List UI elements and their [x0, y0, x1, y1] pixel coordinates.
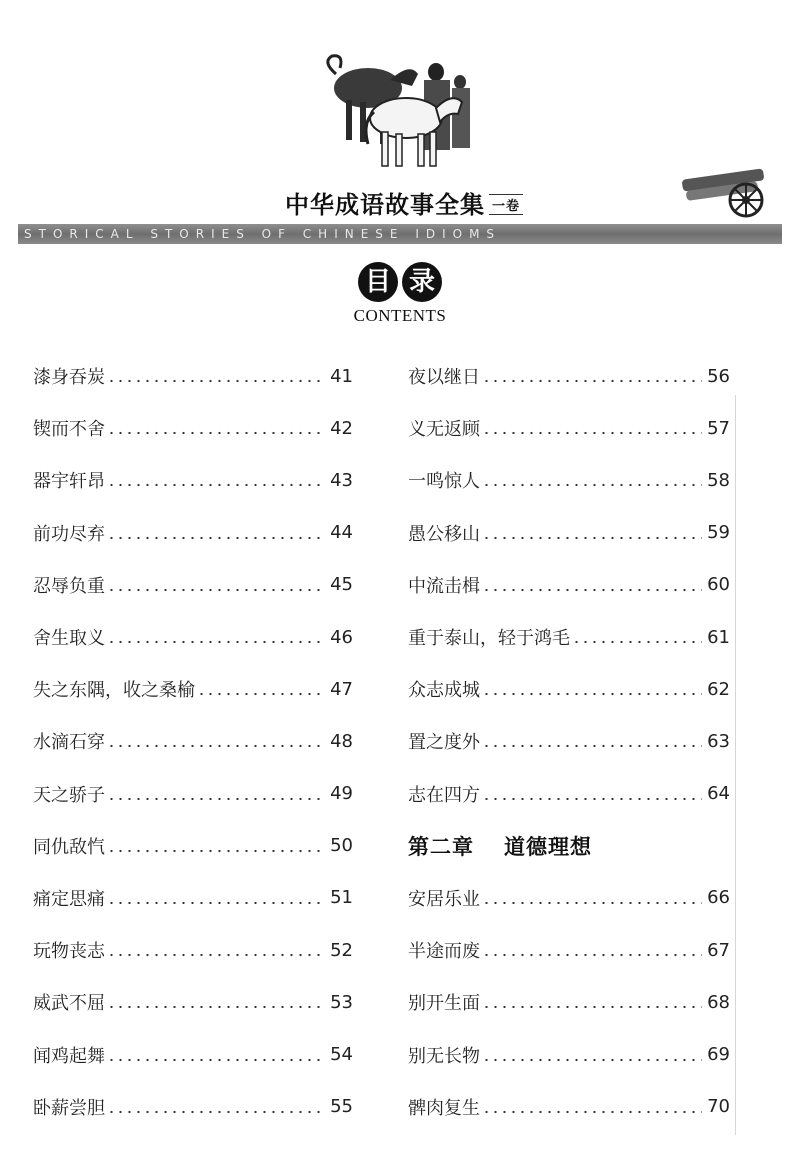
entry-title: 天之骄子 — [33, 784, 105, 806]
entry-page: 56 — [707, 365, 730, 387]
toc-entry[interactable] — [408, 1081, 730, 1133]
toc-entry[interactable] — [408, 924, 730, 976]
entry-page: 51 — [330, 887, 353, 909]
dot-leader — [482, 785, 702, 803]
entry-title: 志在四方 — [408, 784, 480, 806]
dot-leader — [107, 628, 325, 646]
toc-heading — [340, 262, 460, 326]
toc-heading-char-1: 目 — [358, 262, 398, 302]
toc-entry[interactable] — [408, 768, 730, 820]
entry-title: 失之东隅，收之桑榆 — [33, 680, 195, 702]
entry-page: 57 — [707, 417, 730, 439]
dot-leader — [572, 628, 702, 646]
entry-title: 一鸣惊人 — [408, 471, 480, 493]
toc-entry[interactable] — [408, 872, 730, 924]
dot-leader — [482, 367, 702, 385]
entry-title: 夜以继日 — [408, 367, 480, 389]
dot-leader — [482, 941, 702, 959]
toc-entry[interactable] — [33, 507, 353, 559]
contents-label: CONTENTS — [353, 306, 447, 325]
entry-title: 威武不屈 — [33, 993, 105, 1015]
entry-title: 髀肉复生 — [408, 1097, 480, 1119]
dot-leader — [482, 889, 702, 907]
entry-page: 41 — [330, 365, 353, 387]
page-edge-rule — [735, 395, 736, 1135]
entry-page: 46 — [330, 626, 353, 648]
entry-title: 半途而废 — [408, 941, 480, 963]
entry-page: 61 — [707, 626, 730, 648]
entry-page: 50 — [330, 835, 353, 857]
entry-page: 63 — [707, 730, 730, 752]
entry-page: 67 — [707, 939, 730, 961]
toc-entry[interactable] — [408, 715, 730, 767]
dot-leader — [482, 524, 702, 542]
dot-leader — [482, 419, 702, 437]
entry-page: 58 — [707, 469, 730, 491]
entry-title: 水滴石穿 — [33, 732, 105, 754]
entry-title: 置之度外 — [408, 732, 480, 754]
toc-entry[interactable] — [33, 663, 353, 715]
dot-leader — [107, 367, 325, 385]
dot-leader — [482, 1046, 702, 1064]
dot-leader — [482, 576, 702, 594]
dot-leader — [107, 941, 325, 959]
toc-right-column — [408, 350, 730, 1133]
entry-page: 44 — [330, 522, 353, 544]
dot-leader — [107, 1046, 325, 1064]
toc-entry[interactable] — [33, 872, 353, 924]
dot-leader — [107, 837, 325, 855]
toc-entry[interactable] — [408, 559, 730, 611]
entry-page: 68 — [707, 991, 730, 1013]
entry-title: 痛定思痛 — [33, 888, 105, 910]
toc-entry[interactable] — [33, 402, 353, 454]
entry-title: 重于泰山，轻于鸿毛 — [408, 628, 570, 650]
entry-page: 52 — [330, 939, 353, 961]
entry-page: 45 — [330, 574, 353, 596]
dot-leader — [107, 524, 325, 542]
entry-page: 55 — [330, 1096, 353, 1118]
toc-entry[interactable] — [408, 1028, 730, 1080]
toc-entry[interactable] — [33, 350, 353, 402]
dot-leader — [107, 993, 325, 1011]
entry-title: 愚公移山 — [408, 523, 480, 545]
toc-heading-char-2: 录 — [402, 262, 442, 302]
cannon-icon — [676, 160, 786, 220]
toc-entry[interactable] — [33, 1028, 353, 1080]
entry-title: 闻鸡起舞 — [33, 1045, 105, 1067]
dot-leader — [482, 1098, 702, 1116]
toc-entry[interactable] — [408, 402, 730, 454]
dot-leader — [482, 471, 702, 489]
dot-leader — [197, 680, 325, 698]
toc-entry[interactable] — [408, 350, 730, 402]
book-title-text: 中华成语故事全集 — [285, 191, 485, 219]
dot-leader — [482, 680, 702, 698]
entry-page: 64 — [707, 783, 730, 805]
entry-page: 69 — [707, 1044, 730, 1066]
dot-leader — [107, 576, 325, 594]
dot-leader — [482, 732, 702, 750]
volume-label: 一卷 — [489, 194, 523, 215]
dot-leader — [107, 732, 325, 750]
chapter-name: 道德理想 — [504, 834, 592, 859]
toc-entry[interactable] — [33, 976, 353, 1028]
entry-title: 卧薪尝胆 — [33, 1097, 105, 1119]
chapter-number: 第二章 — [408, 834, 474, 859]
entry-title: 漆身吞炭 — [33, 367, 105, 389]
entry-title: 别无长物 — [408, 1045, 480, 1067]
toc-entry[interactable] — [408, 611, 730, 663]
toc-entry[interactable] — [33, 611, 353, 663]
entry-page: 62 — [707, 678, 730, 700]
dot-leader — [107, 785, 325, 803]
entry-title: 安居乐业 — [408, 888, 480, 910]
entry-page: 53 — [330, 991, 353, 1013]
entry-title: 义无返顾 — [408, 419, 480, 441]
toc-entry[interactable] — [408, 976, 730, 1028]
entry-title: 中流击楫 — [408, 575, 480, 597]
chapter-heading[interactable] — [408, 820, 730, 872]
entry-title: 锲而不舍 — [33, 419, 105, 441]
entry-page: 66 — [707, 887, 730, 909]
entry-page: 59 — [707, 522, 730, 544]
toc-entry[interactable] — [33, 924, 353, 976]
toc-entry[interactable] — [408, 663, 730, 715]
dot-leader — [107, 1098, 325, 1116]
entry-page: 48 — [330, 730, 353, 752]
dot-leader — [107, 419, 325, 437]
entry-page: 47 — [330, 678, 353, 700]
dot-leader — [482, 993, 702, 1011]
entry-page: 49 — [330, 783, 353, 805]
toc-entry[interactable] — [33, 1081, 353, 1133]
entry-page: 60 — [707, 574, 730, 596]
entry-title: 舍生取义 — [33, 628, 105, 650]
entry-page: 43 — [330, 469, 353, 491]
entry-title: 别开生面 — [408, 993, 480, 1015]
entry-title: 前功尽弃 — [33, 523, 105, 545]
toc-entry[interactable] — [33, 454, 353, 506]
dot-leader — [107, 471, 325, 489]
toc-entry[interactable] — [408, 454, 730, 506]
entry-page: 70 — [707, 1096, 730, 1118]
entry-title: 忍辱负重 — [33, 575, 105, 597]
toc-entry[interactable] — [33, 768, 353, 820]
entry-title: 众志成城 — [408, 680, 480, 702]
entry-title: 同仇敌忾 — [33, 836, 105, 858]
toc-entry[interactable] — [33, 715, 353, 767]
series-banner: STORICAL STORIES OF CHINESE IDIOMS — [18, 224, 782, 244]
toc-entry[interactable] — [408, 507, 730, 559]
entry-title: 器宇轩昂 — [33, 471, 105, 493]
toc-entry[interactable] — [33, 820, 353, 872]
entry-page: 42 — [330, 417, 353, 439]
entry-page: 54 — [330, 1044, 353, 1066]
toc-left-column — [33, 350, 353, 1133]
dot-leader — [107, 889, 325, 907]
toc-entry[interactable] — [33, 559, 353, 611]
book-title — [285, 185, 523, 220]
horses-illustration — [318, 52, 478, 170]
entry-title: 玩物丧志 — [33, 941, 105, 963]
